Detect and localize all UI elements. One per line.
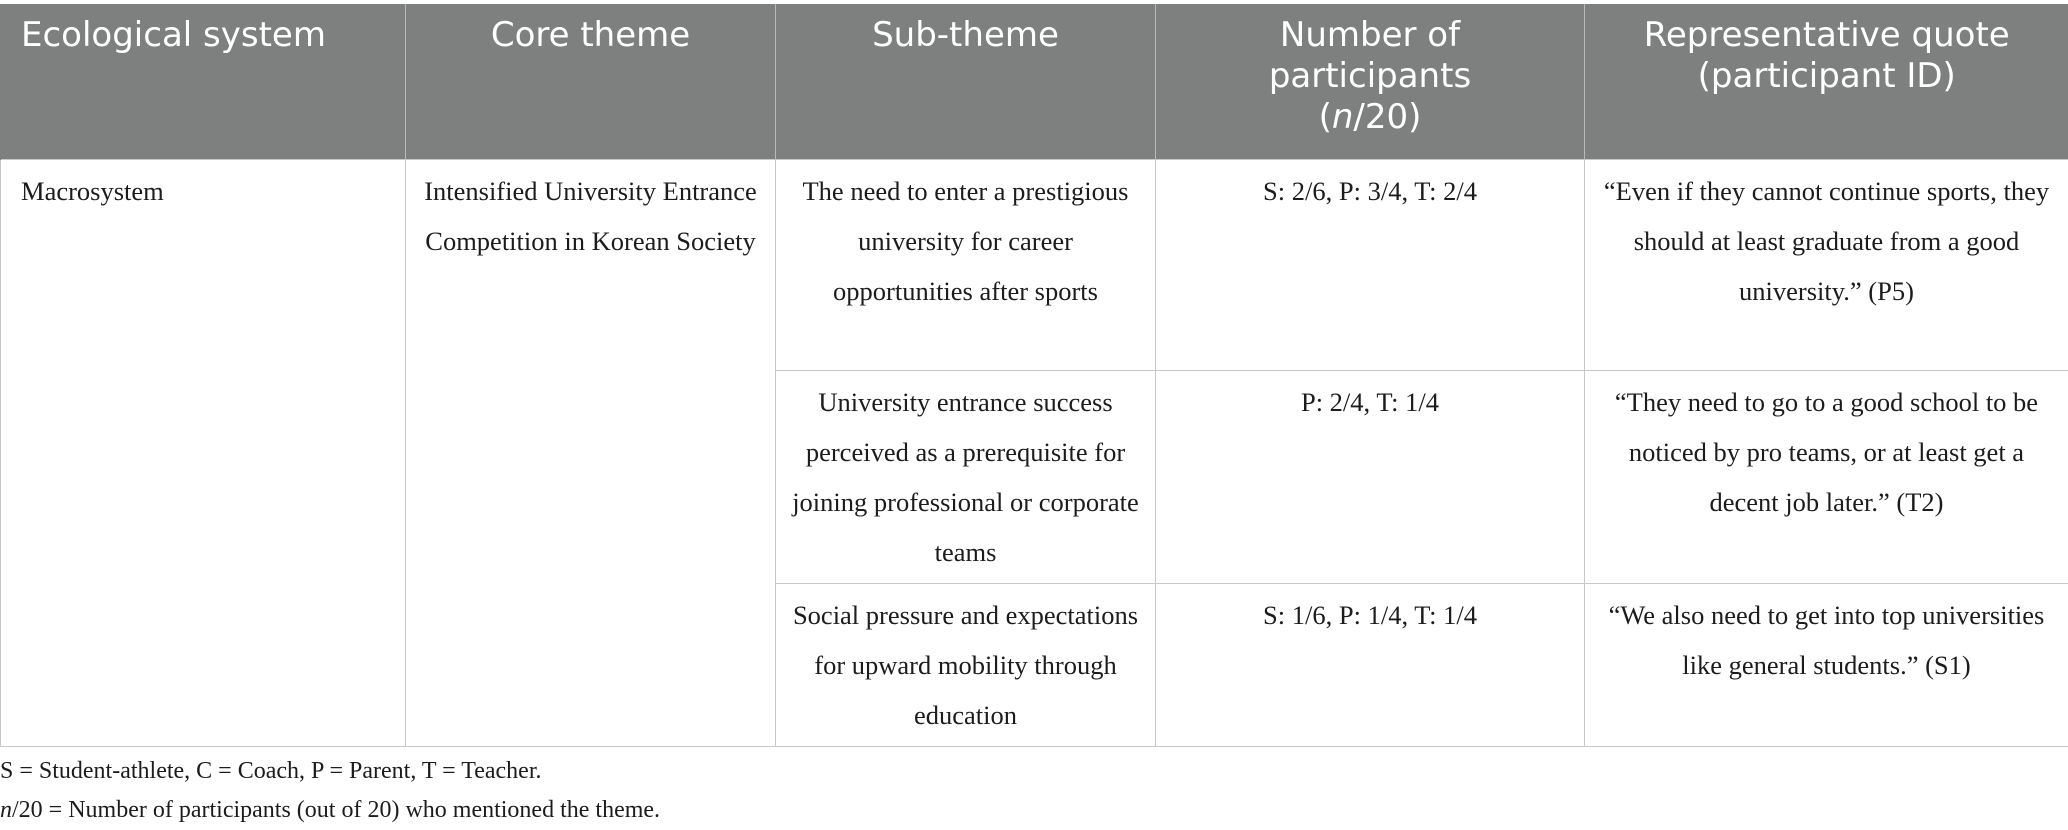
participants-cell: S: 2/6, P: 3/4, T: 2/4 xyxy=(1156,159,1585,370)
quote-cell: “They need to go to a good school to be noticed by pro teams, or at least get a decent job later.” (T2) xyxy=(1585,370,2068,583)
table-footnotes xyxy=(0,752,660,830)
header-core-theme: Core theme xyxy=(406,4,776,159)
footnote-abbreviations: S = Student-athlete, C = Coach, P = Parent, T = Teacher. xyxy=(0,758,542,784)
participants-cell: P: 2/4, T: 1/4 xyxy=(1156,370,1585,583)
quote-cell: “Even if they cannot continue sports, they should at least graduate from a good university.” (P5) xyxy=(1585,159,2068,370)
header-participants-line2: participants xyxy=(1268,56,1472,96)
ecological-system-cell: Macrosystem xyxy=(1,159,406,746)
header-row xyxy=(1,4,2068,159)
header-participants-open: ( xyxy=(1318,97,1332,137)
header-representative-quote: Representative quote (participant ID) xyxy=(1585,4,2068,159)
core-theme-cell: Intensified University Entrance Competition in Korean Society xyxy=(406,159,776,746)
header-ecological-system: Ecological system xyxy=(1,4,406,159)
themes-table xyxy=(0,4,2068,747)
footnote-n-definition xyxy=(0,791,660,830)
footnote-n-text: /20 = Number of participants (out of 20) who mentioned the theme. xyxy=(12,797,661,823)
header-participants-line1: Number of xyxy=(1279,15,1461,55)
sub-theme-cell: The need to enter a prestigious university for career opportunities after sports xyxy=(776,159,1156,370)
sub-theme-cell: University entrance success perceived as a prerequisite for joining professional or corporate teams xyxy=(776,370,1156,583)
participants-cell: S: 1/6, P: 1/4, T: 1/4 xyxy=(1156,583,1585,746)
footnote-n-symbol: n xyxy=(0,797,12,823)
quote-cell: “We also need to get into top universities like general students.” (S1) xyxy=(1585,583,2068,746)
header-sub-theme: Sub-theme xyxy=(776,4,1156,159)
table-row xyxy=(1,159,2068,370)
header-participants-rest: /20) xyxy=(1353,97,1422,137)
sub-theme-cell: Social pressure and expectations for upward mobility through education xyxy=(776,583,1156,746)
header-participants-n: n xyxy=(1331,97,1354,137)
header-number-of-participants xyxy=(1156,4,1585,159)
